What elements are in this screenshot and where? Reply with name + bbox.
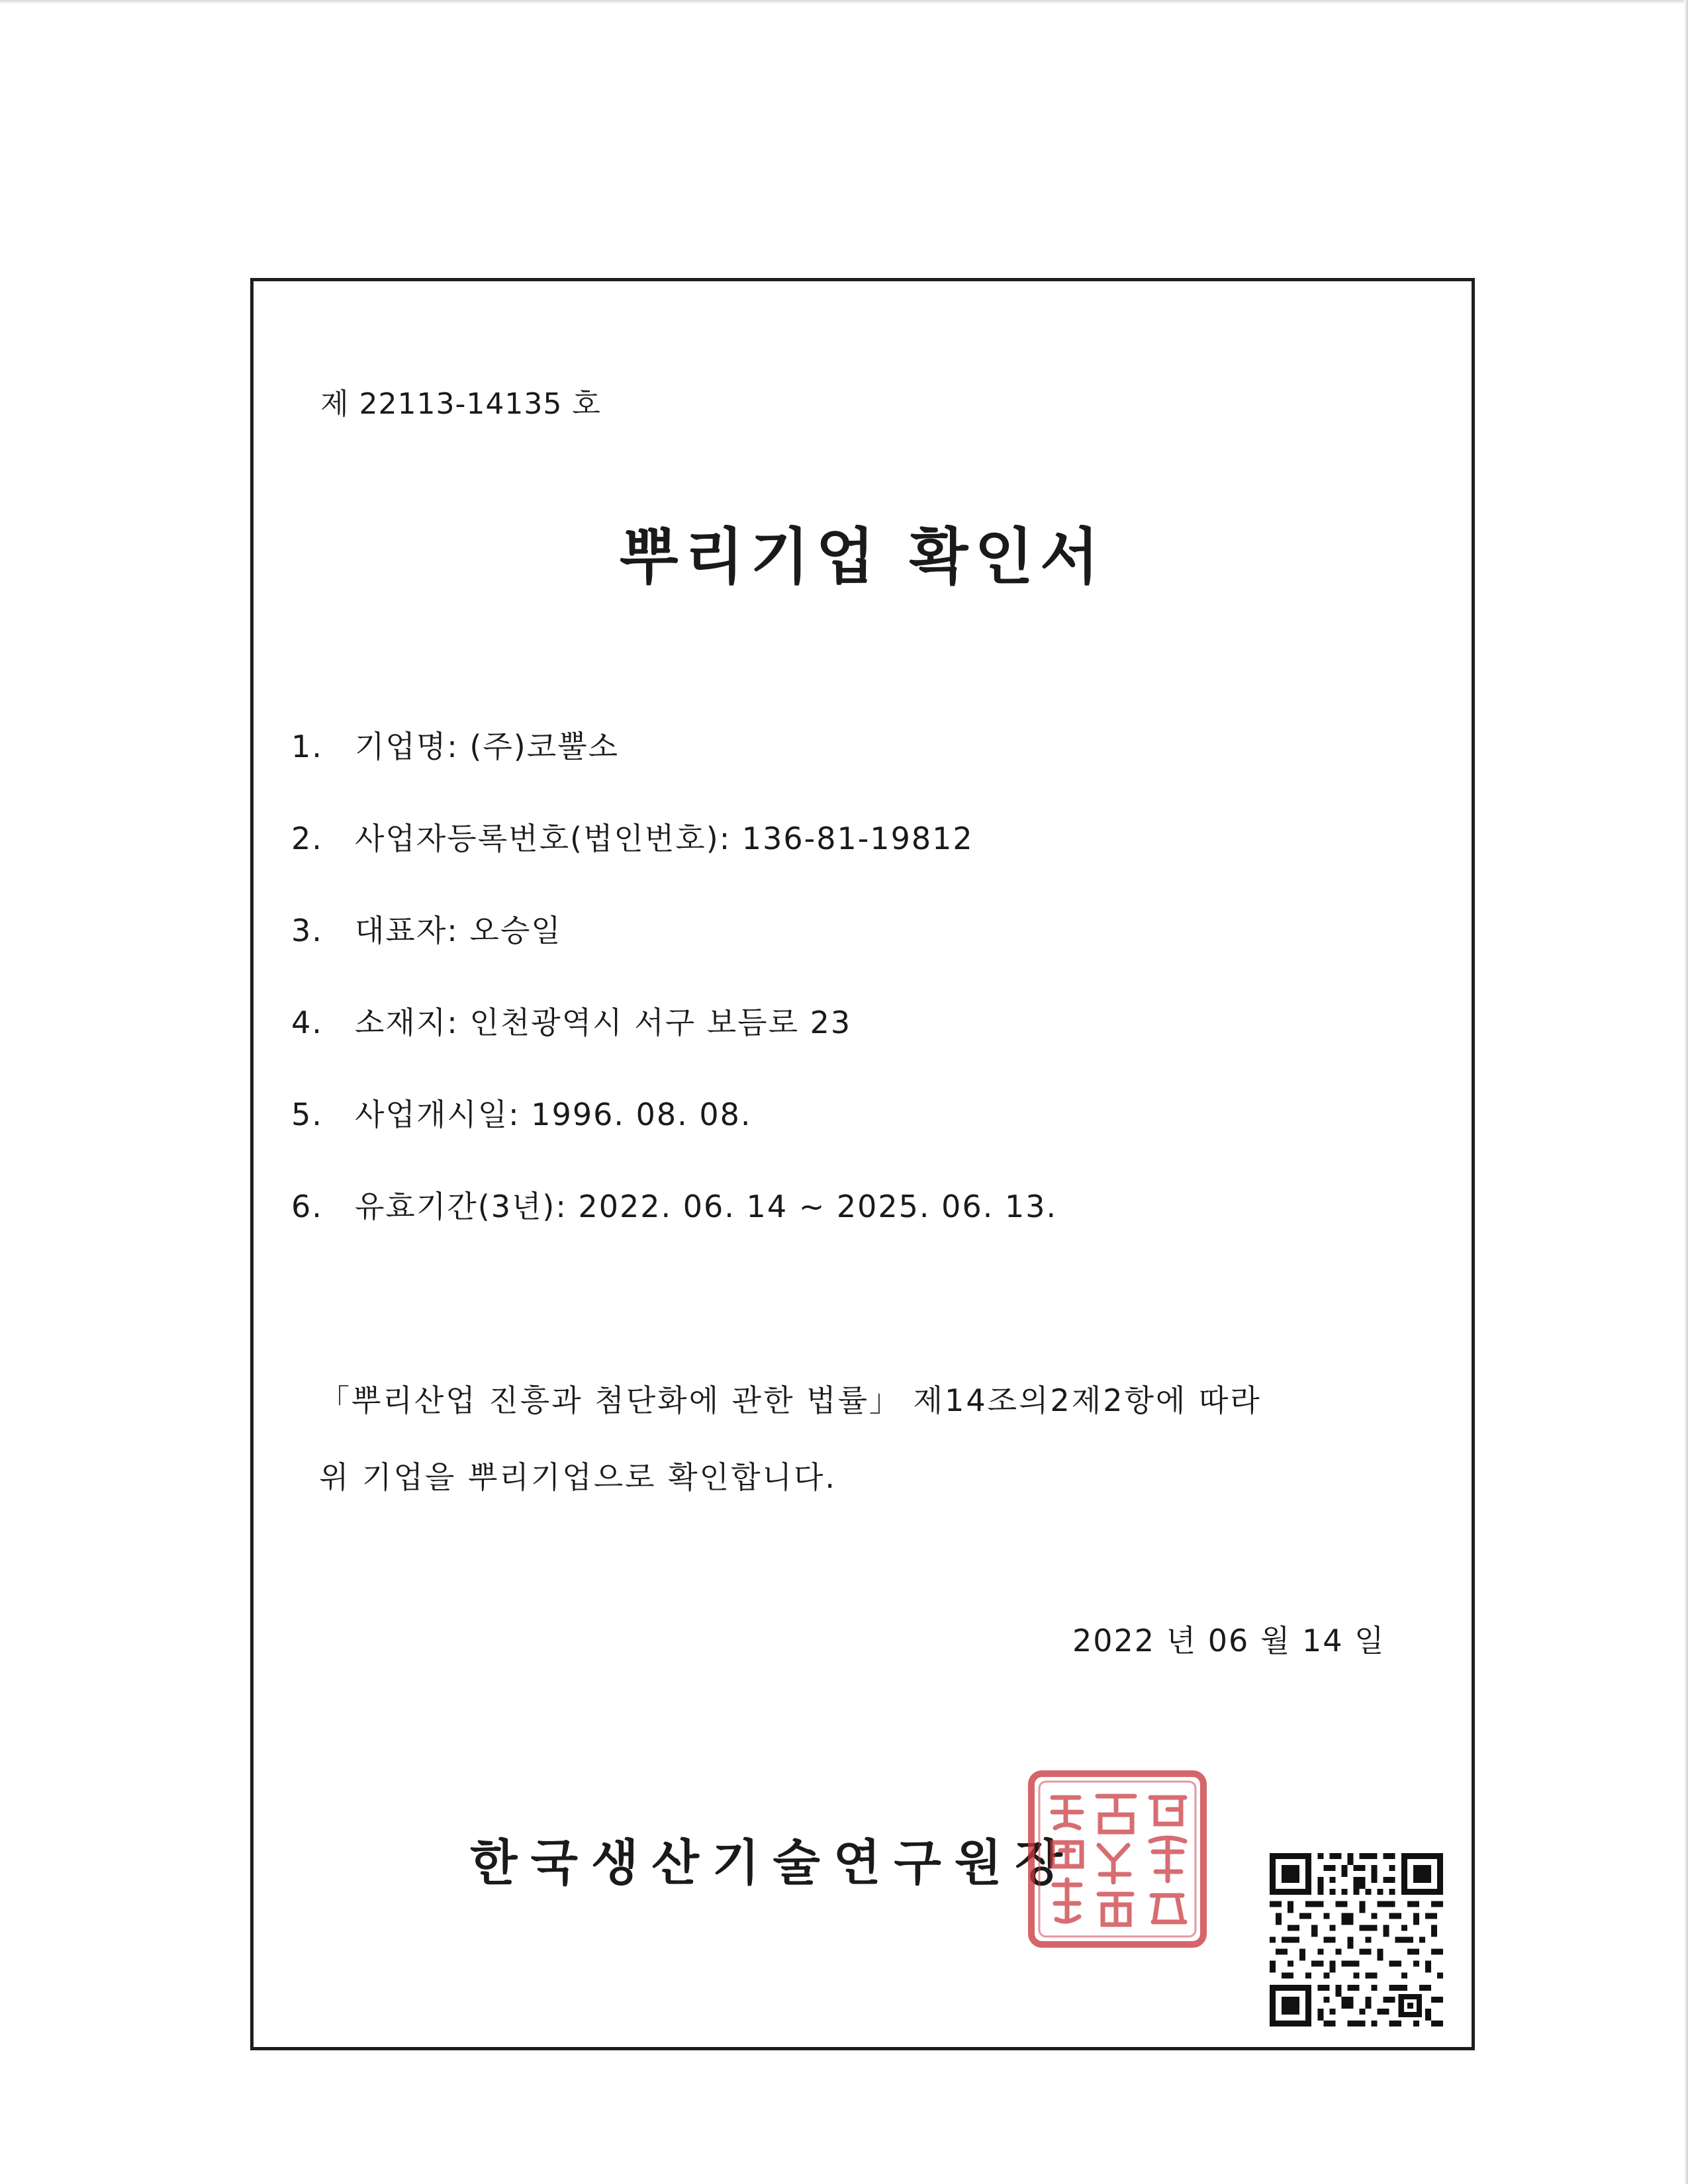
scan-edge-top xyxy=(0,0,1688,4)
item-text: 사업자등록번호(법인번호): 136-81-19812 xyxy=(355,821,974,856)
document-title: 뿌리기업 확인서 xyxy=(619,522,1106,592)
qr-code-icon xyxy=(1270,1853,1443,2026)
item-text: 대표자: 오승일 xyxy=(355,913,562,948)
item-number: 4. xyxy=(291,1005,323,1040)
document-number: 제 22113-14135 호 xyxy=(320,387,601,421)
item-company-name xyxy=(291,723,1057,815)
statement-line-1: 「뿌리산업 진흥과 첨단화에 관한 법률」 제14조의2제2항에 따라 xyxy=(319,1383,1262,1418)
item-number: 5. xyxy=(291,1097,323,1132)
item-number: 3. xyxy=(291,913,323,948)
item-start-date xyxy=(291,1091,1057,1183)
item-text: 소재지: 인천광역시 서구 보듬로 23 xyxy=(355,1005,852,1040)
item-address xyxy=(291,999,1057,1091)
official-seal-icon xyxy=(1026,1768,1209,1950)
item-registration-number xyxy=(291,815,1057,907)
statement-line-2: 위 기업을 뿌리기업으로 확인합니다. xyxy=(319,1459,837,1495)
item-number: 1. xyxy=(291,729,323,764)
item-representative xyxy=(291,907,1057,999)
item-text: 사업개시일: 1996. 08. 08. xyxy=(355,1097,752,1132)
confirmation-statement xyxy=(319,1362,1262,1516)
scan-edge-right xyxy=(1684,0,1688,2184)
item-number: 6. xyxy=(291,1189,323,1224)
item-validity-period xyxy=(291,1183,1057,1275)
item-text: 유효기간(3년): 2022. 06. 14 ~ 2025. 06. 13. xyxy=(355,1189,1058,1224)
item-number: 2. xyxy=(291,821,323,856)
issue-date: 2022 년 06 월 14 일 xyxy=(1072,1623,1385,1659)
certificate-items xyxy=(291,723,1057,1275)
item-text: 기업명: (주)코뿔소 xyxy=(355,729,620,764)
issuer-name: 한국생산기술연구원장 xyxy=(470,1835,1076,1891)
